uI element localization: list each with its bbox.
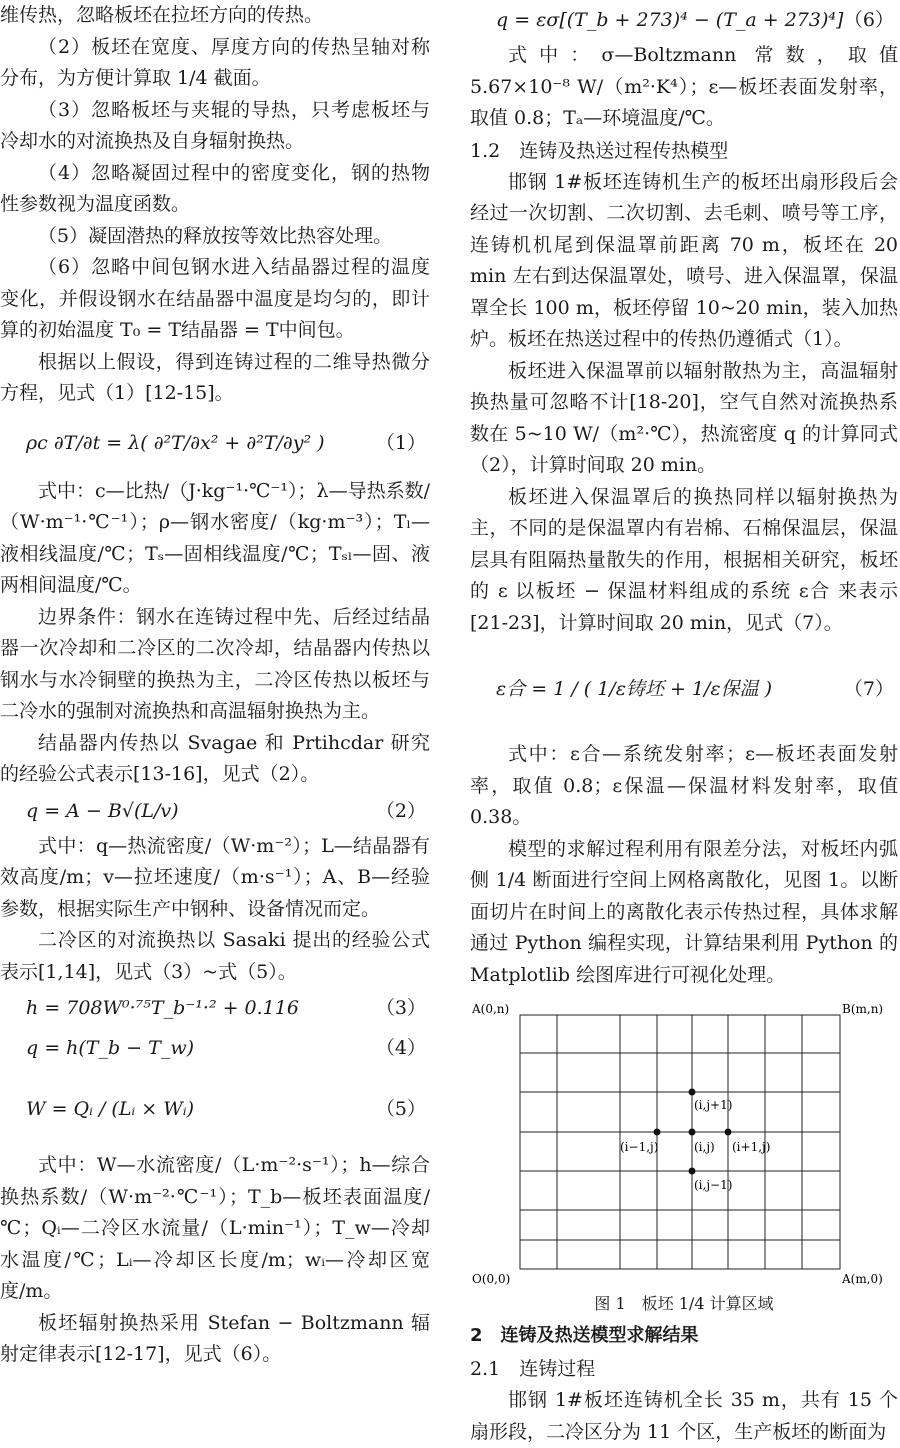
label-node-left: (i−1,j) <box>620 1140 659 1154</box>
assumption-4: （4）忽略凝固过程中的密度变化，钢的热物性参数视为温度函数。 <box>0 161 430 215</box>
node-center <box>689 1129 696 1136</box>
node-right <box>725 1129 732 1136</box>
figure-1-grid <box>470 999 898 1289</box>
label-node-right: (i+1,j) <box>732 1140 771 1154</box>
label-node-center: (i,j) <box>694 1140 715 1154</box>
equation-3 <box>0 988 430 1028</box>
equation-3-number: （3） <box>375 997 426 1019</box>
equation-7 <box>470 639 898 739</box>
paragraph: 板坯辐射换热采用 Stefan − Boltzmann 辐射定律表示[12-17]，见式（6）。 <box>0 1311 430 1365</box>
equation-2-number: （2） <box>375 799 426 822</box>
right-column <box>470 0 898 1448</box>
label-a-m-0: A(m,0) <box>842 1272 883 1286</box>
grid-diagram <box>470 999 898 1289</box>
label-b-m-n: B(m,n) <box>842 1002 884 1016</box>
assumption-6: （6）忽略中间包钢水进入结晶器过程的温度变化，并假设钢水在结晶器中温度是均匀的，即计算的初始温度 T₀ = T结晶器 = T中间包。 <box>0 256 430 341</box>
paragraph: 板坯进入保温罩前以辐射散热为主，高温辐射换热量可忽略不计[18-20]，空气自然对流换热系数在 5~10 W/（m²·℃），热流密度 q 的计算同式（2），计算时间取 20 min。 <box>470 359 898 476</box>
equation-6-body: q = εσ[(T_b + 273)⁴ − (T_a + 273)⁴] <box>496 9 844 31</box>
equation-4-body: q = h(T_b − T_w) <box>26 1037 194 1059</box>
assumption-5: （5）凝固潜热的释放按等效比热容处理。 <box>38 224 393 247</box>
paragraph: 式中：c—比热/（J·kg⁻¹·℃⁻¹）；λ—导热系数/（W·m⁻¹·℃⁻¹）；ρ—钢水密度/（kg·m⁻³）；Tₗ—液相线温度/℃；Tₛ—固相线温度/℃；Tₛₗ—固、液两相间温度/℃。 <box>0 479 430 596</box>
equation-1-number: （1） <box>375 431 426 454</box>
paragraph: 模型的求解过程利用有限差分法，对板坯内弧侧 1/4 断面进行空间上网格离散化，见图 1。以断面切片在时间上的离散化表示传热过程，具体求解通过 Python 编程实现，计算结果利用 Python 的 Matplotlib 绘图库进行可视化处理。 <box>470 837 898 986</box>
paragraph: 式中：ε合—系统发射率；ε—板坯表面发射率，取值 0.8；ε保温—保温材料发射率，取值 0.38。 <box>470 743 898 828</box>
assumption-2: （2）板坯在宽度、厚度方向的传热呈轴对称分布，为方便计算取 1/4 截面。 <box>0 35 430 89</box>
equation-5 <box>0 1068 430 1150</box>
node-top <box>689 1089 696 1096</box>
equation-6-number: （6） <box>843 9 894 31</box>
paragraph: 邯钢 1#板坯连铸机生产的板坯出扇形段后会经过一次切割、二次切割、去毛刺、喷号等工序，连铸机机尾到保温罩前距离 70 m，板坯在 20 min 左右到达保温罩处，喷号、进入保温罩，保温罩全长 100 m，板坯停留 10~20 min，装入加热炉。板坯在热送过程中的传热仍遵循式（1）。 <box>470 170 898 350</box>
equation-7-number: （7） <box>843 678 894 700</box>
paragraph: 维传热，忽略板坯在拉坯方向的传热。 <box>0 4 324 26</box>
equation-3-body: h = 708W⁰·⁷⁵T_b⁻¹·² + 0.116 <box>26 997 299 1019</box>
paragraph: 式中：σ—Boltzmann 常数，取值 5.67×10⁻⁸ W/（m²·K⁴）；ε—板坯表面发射率，取值 0.8；Tₐ—环境温度/℃。 <box>470 44 898 129</box>
label-node-bottom: (i,j−1) <box>694 1178 733 1192</box>
equation-6 <box>470 0 898 40</box>
paragraph: 邯钢 1#板坯连铸机全长 35 m，共有 15 个扇形段，二冷区分为 11 个区，生产板坯的断面为 <box>470 1389 898 1443</box>
section-heading-2: 2 连铸及热送模型求解结果 <box>470 1325 699 1346</box>
equation-4 <box>0 1028 430 1068</box>
equation-1-body: ρc ∂T/∂t = λ( ∂²T/∂x² + ∂²T/∂y² ) <box>26 431 325 454</box>
figure-caption: 图 1 板坯 1/4 计算区域 <box>594 1294 774 1313</box>
label-a-0-n: A(0,n) <box>472 1002 510 1016</box>
paragraph: 式中：W—水流密度/（L·m⁻²·s⁻¹）；h—综合换热系数/（W·m⁻²·℃⁻¹）；T_b—板坯表面温度/℃；Qᵢ—二冷区水流量/（L·min⁻¹）；T_w—冷却水温度/℃；Lᵢ—冷却区长度/m；wᵢ—冷却区宽度/m。 <box>0 1154 430 1302</box>
label-node-top: (i,j+1) <box>694 1098 733 1112</box>
paragraph: 结晶器内传热以 Svagae 和 Prtihcdar 研究的经验公式表示[13-16]，见式（2）。 <box>0 731 430 785</box>
equation-1 <box>0 410 430 476</box>
equation-2 <box>0 791 430 831</box>
label-o-0-0: O(0,0) <box>472 1272 511 1286</box>
paragraph: 根据以上假设，得到连铸过程的二维导热微分方程，见式（1）[12-15]。 <box>0 350 430 404</box>
equation-5-body: W = Qᵢ / (Lᵢ × Wᵢ) <box>26 1098 195 1120</box>
node-left <box>654 1129 661 1136</box>
paragraph: 式中：q—热流密度/（W·m⁻²）；L—结晶器有效高度/m；v—拉坯速度/（m·s⁻¹）；A、B—经验参数，根据实际生产中钢种、设备情况而定。 <box>0 834 430 920</box>
paragraph: 边界条件：钢水在连铸过程中先、后经过结晶器一次冷却和二冷区的二次冷却，结晶器内传热以钢水与水冷铜壁的换热为主，二冷区传热以板坯与二冷水的强制对流换热和高温辐射换热为主。 <box>0 605 430 722</box>
left-column <box>0 0 430 1371</box>
paragraph: 板坯进入保温罩后的换热同样以辐射换热为主，不同的是保温罩内有岩棉、石棉保温层，保温层具有阻隔热量散失的作用，根据相关研究，板坯的 ε 以板坯 − 保温材料组成的系统 ε合 来表示[21-23]，计算时间取 20 min，见式（7）。 <box>470 485 898 634</box>
equation-2-body: q = A − B√(L/v) <box>26 799 179 822</box>
equation-7-body: ε合 = 1 / ( 1/ε铸坯 + 1/ε保温 ) <box>496 678 773 700</box>
section-heading-2-1: 2.1 连铸过程 <box>470 1358 596 1380</box>
paragraph: 二冷区的对流换热以 Sasaki 提出的经验公式表示[1,14]，见式（3）~式（5）。 <box>0 929 430 983</box>
assumption-3: （3）忽略板坯与夹辊的导热，只考虑板坯与冷却水的对流换热及自身辐射换热。 <box>0 98 430 152</box>
equation-5-number: （5） <box>375 1098 426 1120</box>
equation-4-number: （4） <box>375 1037 426 1059</box>
mesh-lines <box>520 1015 840 1269</box>
section-heading-1-2: 1.2 连铸及热送过程传热模型 <box>470 139 729 162</box>
node-bottom <box>689 1168 696 1175</box>
